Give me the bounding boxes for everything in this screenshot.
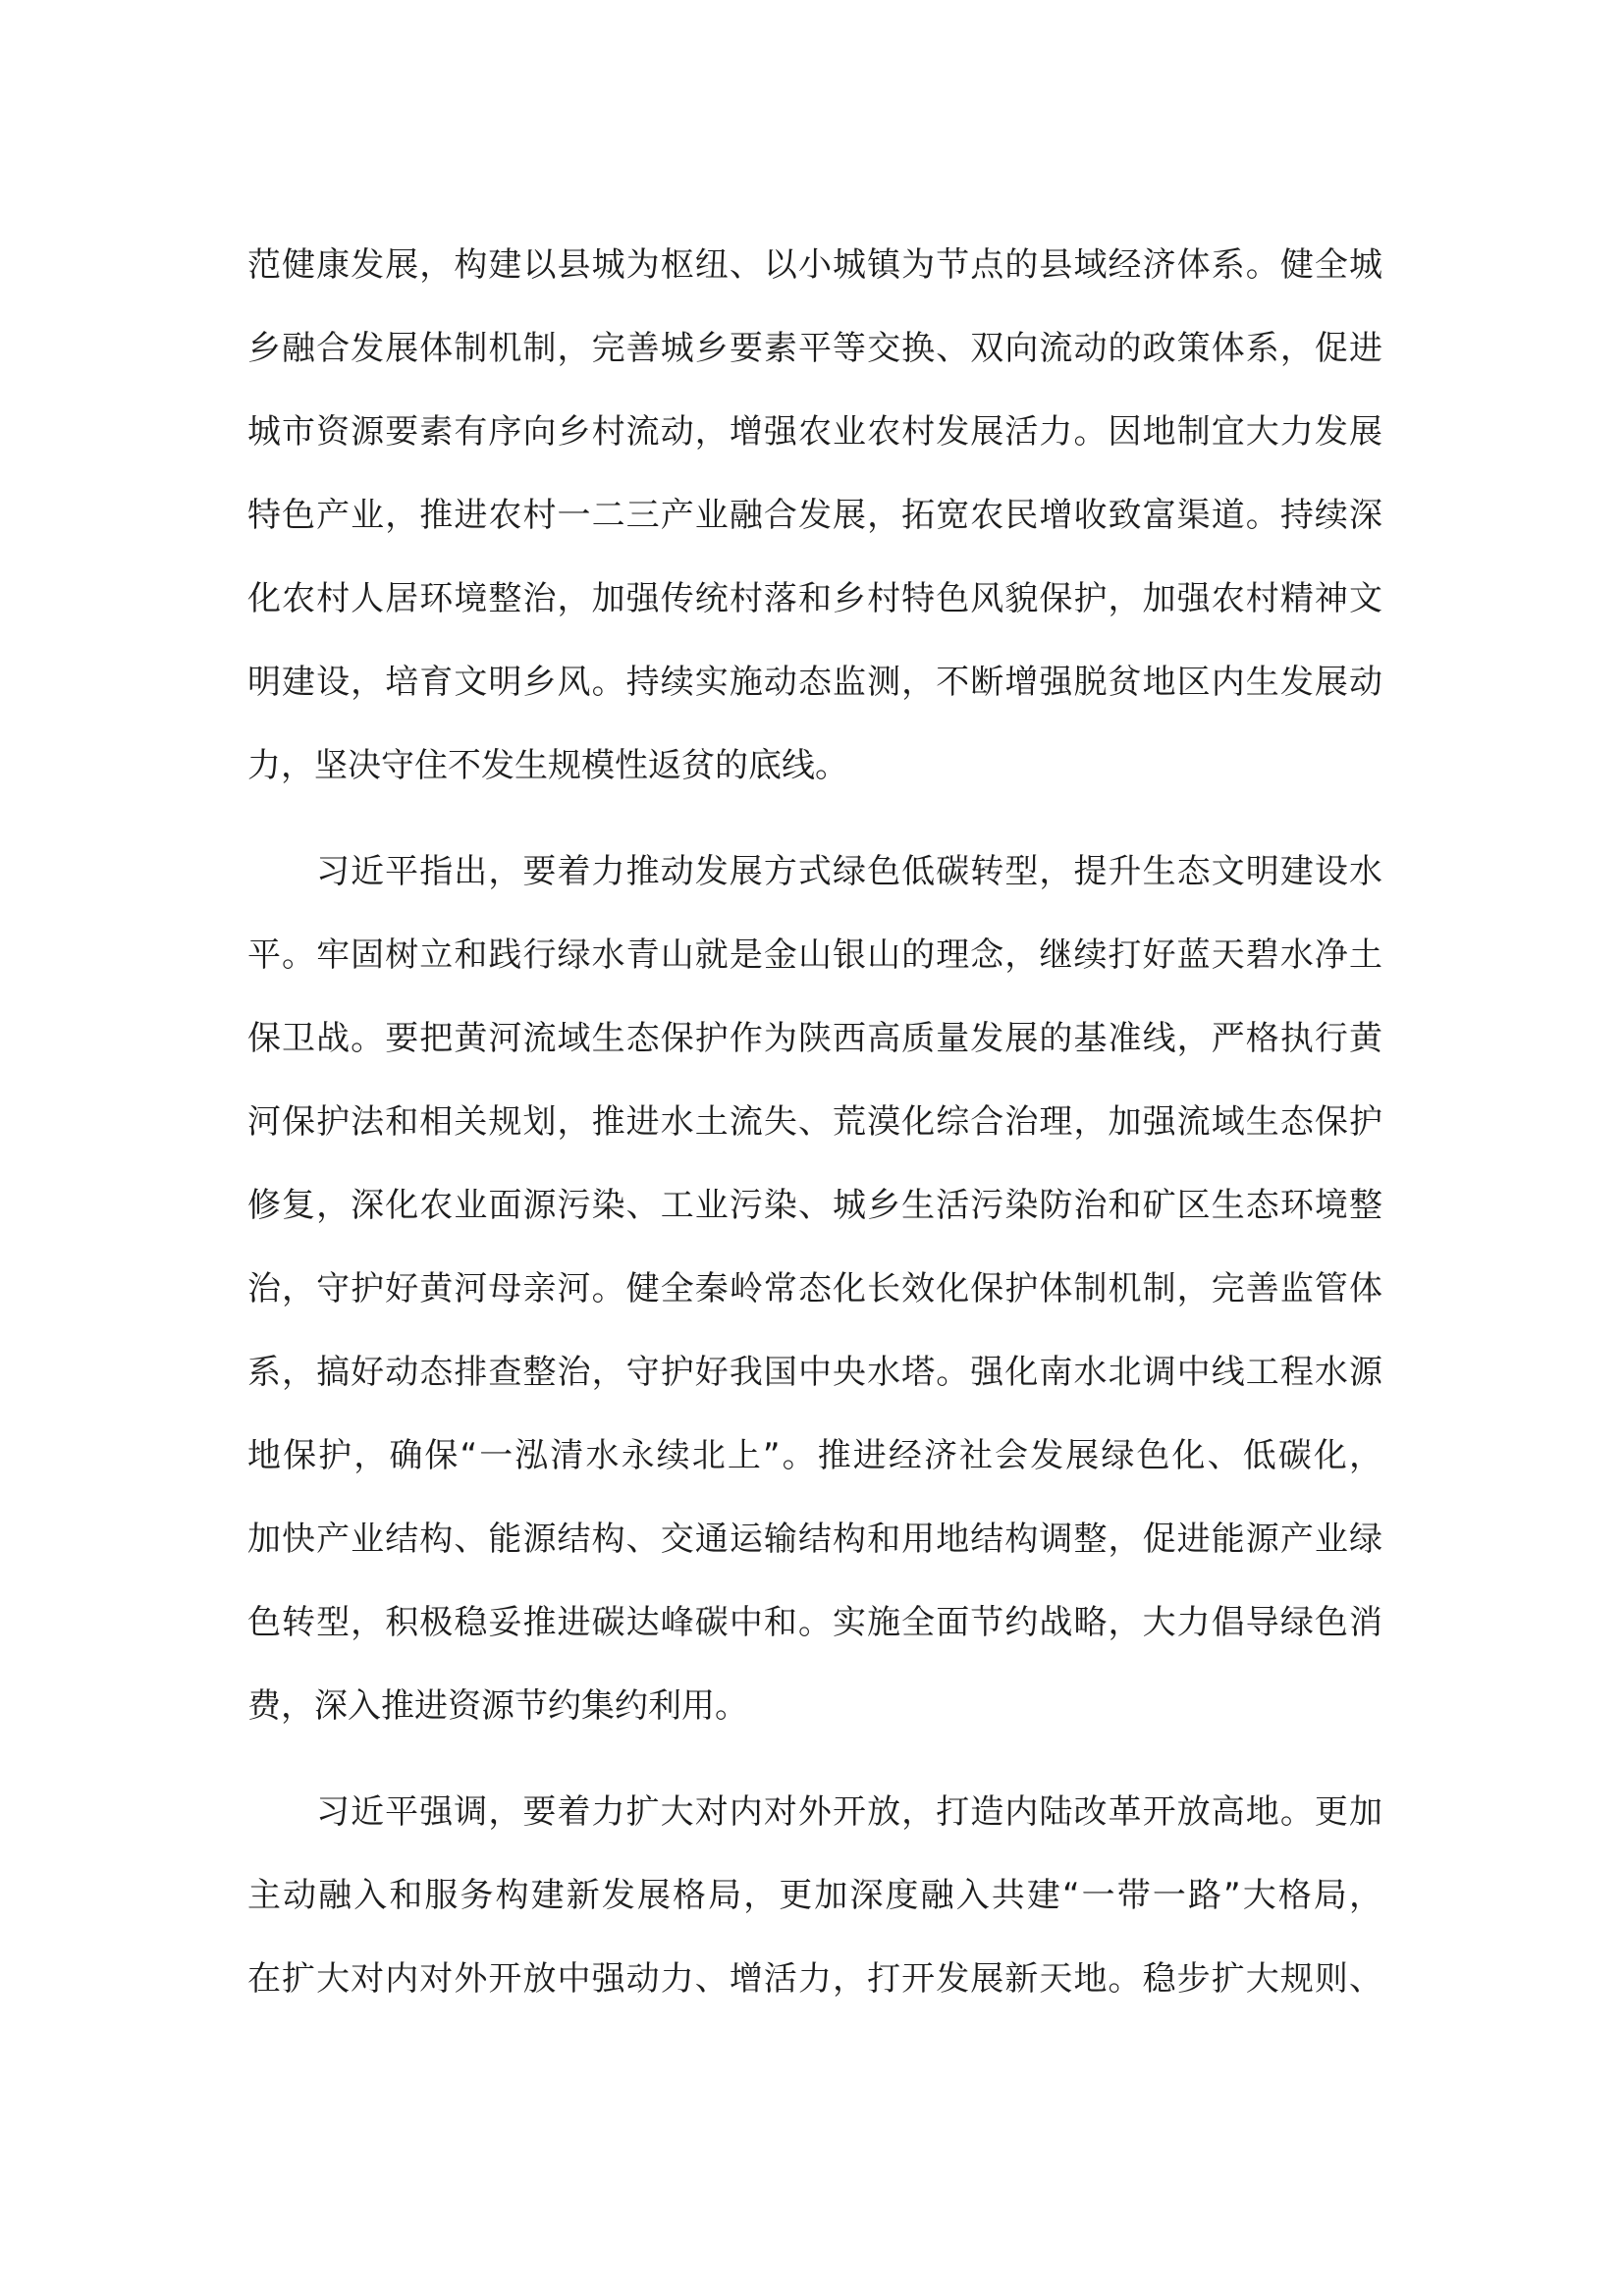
text-line: 加快产业结构、能源结构、交通运输结构和用地结构调整，促进能源产业绿 (247, 1520, 1382, 1559)
text-line: 习近平指出，要着力推动发展方式绿色低碳转型，提升生态文明建设水 (316, 852, 1382, 891)
text-line: 主动融入和服务构建新发展格局，更加深度融入共建“一带一路”大格局， (247, 1876, 1382, 1915)
text-line: 在扩大对内对外开放中强动力、增活力，打开发展新天地。稳步扩大规则、 (247, 1959, 1382, 1999)
paragraph (247, 224, 1382, 808)
paragraph (247, 830, 1382, 1748)
text-line: 河保护法和相关规划，推进水土流失、荒漠化综合治理，加强流域生态保护 (247, 1102, 1382, 1142)
text-line: 城市资源要素有序向乡村流动，增强农业农村发展活力。因地制宜大力发展 (247, 412, 1382, 452)
text-line: 治，守护好黄河母亲河。健全秦岭常态化长效化保护体制机制，完善监管体 (247, 1269, 1382, 1308)
text-line: 地保护，确保“一泓清水永续北上”。推进经济社会发展绿色化、低碳化， (247, 1436, 1382, 1475)
text-line: 力，坚决守住不发生规模性返贫的底线。 (247, 746, 848, 785)
text-line: 平。牢固树立和践行绿水青山就是金山银山的理念，继续打好蓝天碧水净土 (247, 935, 1382, 975)
text-line: 习近平强调，要着力扩大对内对外开放，打造内陆改革开放高地。更加 (316, 1792, 1382, 1832)
text-line: 乡融合发展体制机制，完善城乡要素平等交换、双向流动的政策体系，促进 (247, 329, 1382, 368)
text-line: 修复，深化农业面源污染、工业污染、城乡生活污染防治和矿区生态环境整 (247, 1186, 1382, 1225)
document-body (247, 224, 1382, 2021)
text-line: 化农村人居环境整治，加强传统村落和乡村特色风貌保护，加强农村精神文 (247, 579, 1382, 618)
text-line: 范健康发展，构建以县城为枢纽、以小城镇为节点的县域经济体系。健全城 (247, 245, 1382, 285)
text-line: 明建设，培育文明乡风。持续实施动态监测，不断增强脱贫地区内生发展动 (247, 663, 1382, 702)
text-line: 费，深入推进资源节约集约利用。 (247, 1686, 748, 1726)
paragraph (247, 1771, 1382, 2021)
text-line: 色转型，积极稳妥推进碳达峰碳中和。实施全面节约战略，大力倡导绿色消 (247, 1603, 1382, 1642)
text-line: 系，搞好动态排查整治，守护好我国中央水塔。强化南水北调中线工程水源 (247, 1353, 1382, 1392)
text-line: 特色产业，推进农村一二三产业融合发展，拓宽农民增收致富渠道。持续深 (247, 496, 1382, 535)
text-line: 保卫战。要把黄河流域生态保护作为陕西高质量发展的基准线，严格执行黄 (247, 1019, 1382, 1058)
